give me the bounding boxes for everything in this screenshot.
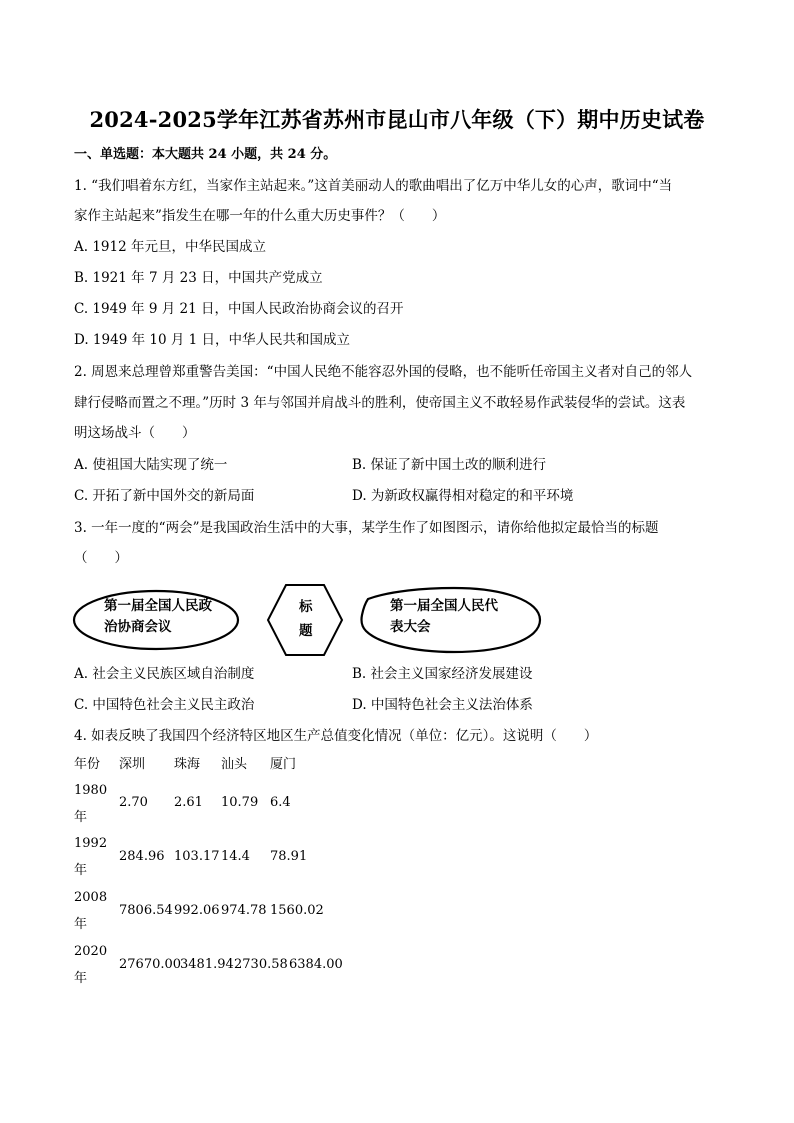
q2-option-d: D. 为新政权赢得相对稳定的和平环境 (352, 488, 574, 504)
q2-stem-line2: 肆行侵略而置之不理。”历时 3 年与邻国并肩战斗的胜利，使帝国主义不敢轻易作武装侵华的尝试。这表 (74, 395, 686, 411)
q1-stem-line2: 家作主站起来”指发生在哪一年的什么重大历史事件？（ ） (74, 208, 446, 224)
cell-xiamen: 78.91 (270, 849, 308, 864)
q1-stem-line1: 1. “我们唱着东方红，当家作主站起来。”这首美丽动人的歌曲唱出了亿万中华儿女的心声，歌词中“当 (74, 178, 673, 194)
row-year-unit: 年 (74, 863, 88, 878)
row-year: 1980 (74, 783, 108, 798)
cell-xiamen: 6.4 (270, 795, 291, 810)
q1-option-d: D. 1949 年 10 月 1 日，中华人民共和国成立 (74, 332, 351, 348)
cell-shenzhen: 2.70 (119, 795, 148, 810)
cell-xiamen: 1560.02 (270, 903, 324, 918)
section-heading: 一、单选题：本大题共 24 小题，共 24 分。 (74, 147, 337, 162)
q2-option-a: A. 使祖国大陆实现了统一 (74, 457, 228, 473)
q3-option-b: B. 社会主义国家经济发展建设 (352, 666, 533, 682)
cell-zhuhai: 3481.94 (180, 957, 234, 972)
diagram-right-line1: 第一届全国人民代 (390, 598, 498, 614)
q3-diagram (72, 583, 542, 657)
row-year: 2008 (74, 890, 108, 905)
q4-stem: 4. 如表反映了我国四个经济特区地区生产总值变化情况（单位：亿元）。这说明（ ） (74, 728, 598, 744)
cell-shantou: 10.79 (221, 795, 259, 810)
q2-stem-line3: 明这场战斗（ ） (74, 425, 196, 441)
table-header-year: 年份 (74, 757, 101, 772)
row-year-unit: 年 (74, 917, 88, 932)
table-header-shenzhen: 深圳 (119, 757, 146, 772)
q1-option-b: B. 1921 年 7 月 23 日，中国共产党成立 (74, 270, 323, 286)
row-year-unit: 年 (74, 971, 88, 986)
cell-zhuhai: 992.06 (174, 903, 220, 918)
cell-zhuhai: 103.17 (174, 849, 220, 864)
cell-shantou: 2730.58 (234, 957, 288, 972)
row-year-unit: 年 (74, 810, 88, 825)
cell-shenzhen: 7806.54 (119, 903, 173, 918)
diagram-center-line1: 标 (299, 599, 313, 615)
q2-option-b: B. 保证了新中国土改的顺利进行 (352, 457, 547, 473)
diagram-right-line2: 表大会 (390, 619, 431, 635)
q1-option-a: A. 1912 年元旦，中华民国成立 (74, 239, 266, 255)
diagram-left-line2: 治协商会议 (104, 619, 172, 635)
cell-zhuhai: 2.61 (174, 795, 203, 810)
q1-option-c: C. 1949 年 9 月 21 日，中国人民政治协商会议的召开 (74, 301, 404, 317)
cell-xiamen: 6384.00 (289, 957, 343, 972)
diagram-center-line2: 题 (299, 623, 313, 639)
q3-option-a: A. 社会主义民族区域自治制度 (74, 666, 255, 682)
diagram-left-line1: 第一届全国人民政 (104, 598, 212, 614)
q3-stem-line2: （ ） (74, 550, 128, 566)
cell-shantou: 14.4 (221, 849, 250, 864)
cell-shantou: 974.78 (221, 903, 267, 918)
q3-option-d: D. 中国特色社会主义法治体系 (352, 697, 533, 713)
q2-option-c: C. 开拓了新中国外交的新局面 (74, 488, 255, 504)
q3-stem-line1: 3. 一年一度的“两会”是我国政治生活中的大事，某学生作了如图图示，请你给他拟定最恰当的标题 (74, 520, 659, 536)
table-header-xiamen: 厦门 (270, 757, 297, 772)
cell-shenzhen: 27670.00 (119, 957, 182, 972)
row-year: 2020 (74, 944, 108, 959)
page-title: 2024-2025学年江苏省苏州市昆山市八年级（下）期中历史试卷 (89, 107, 705, 132)
q3-option-c: C. 中国特色社会主义民主政治 (74, 697, 255, 713)
row-year: 1992 (74, 836, 108, 851)
q2-stem-line1: 2. 周恩来总理曾郑重警告美国：“中国人民绝不能容忍外国的侵略，也不能听任帝国主义者对自己的邻人 (74, 364, 693, 380)
table-header-shantou: 汕头 (221, 757, 248, 772)
table-header-zhuhai: 珠海 (174, 757, 201, 772)
cell-shenzhen: 284.96 (119, 849, 165, 864)
